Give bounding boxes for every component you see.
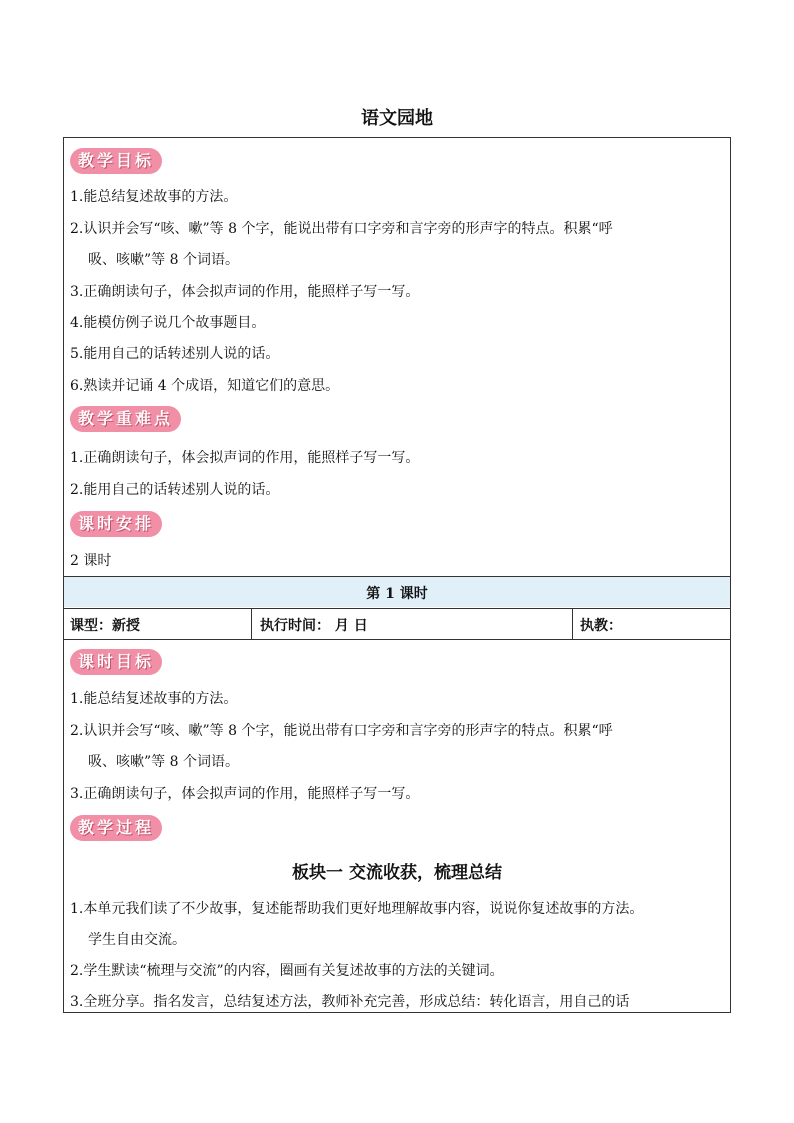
teaching-goals-tag: 教学目标 [70, 148, 162, 174]
goal-item-4: 4.能模仿例子说几个故事题目。 [70, 315, 266, 331]
goal-item-2: 2.认识并会写“咳、嗽”等 8 个字，能说出带有口字旁和言字旁的形声字的特点。积累“呼 [70, 221, 613, 237]
goal-item-6: 6.熟读并记诵 4 个成语，知道它们的意思。 [70, 378, 340, 394]
goal-item-2-cont: 吸、咳嗽”等 8 个词语。 [88, 252, 239, 268]
process-item-2: 2.学生默读“梳理与交流”的内容，圈画有关复述故事的方法的关键词。 [70, 963, 504, 979]
lesson-goal-3: 3.正确朗读句子，体会拟声词的作用，能照样子写一写。 [70, 786, 420, 802]
document-title: 语文园地 [361, 108, 433, 129]
goal-item-3: 3.正确朗读句子，体会拟声词的作用，能照样子写一写。 [70, 284, 420, 300]
lesson-header: 第 1 课时 [366, 586, 428, 602]
divider [251, 608, 252, 639]
key-point-1: 1.正确朗读句子，体会拟声词的作用，能照样子写一写。 [70, 450, 420, 466]
lesson-goal-1: 1.能总结复述故事的方法。 [70, 691, 238, 707]
key-point-2: 2.能用自己的话转述别人说的话。 [70, 482, 280, 498]
divider [572, 608, 573, 639]
teacher-field: 执教： [580, 618, 622, 634]
block-title: 板块一 交流收获，梳理总结 [292, 863, 502, 883]
execution-time: 执行时间： 月 日 [260, 618, 368, 634]
lesson-goal-2: 2.认识并会写“咳、嗽”等 8 个字，能说出带有口字旁和言字旁的形声字的特点。积累“呼 [70, 723, 613, 739]
process-item-1-cont: 学生自由交流。 [88, 932, 186, 948]
teaching-process-tag: 教学过程 [70, 815, 162, 841]
process-item-1: 1.本单元我们读了不少故事，复述能帮助我们更好地理解故事内容，说说你复述故事的方法。 [70, 901, 644, 917]
lesson-type: 课型：新授 [70, 618, 140, 634]
schedule-text: 2 课时 [70, 553, 112, 569]
key-points-tag: 教学重难点 [70, 406, 181, 432]
lesson-plan-table [63, 137, 731, 1013]
goal-item-5: 5.能用自己的话转述别人说的话。 [70, 346, 280, 362]
lesson-goal-2-cont: 吸、咳嗽”等 8 个词语。 [88, 754, 239, 770]
lesson-goals-tag: 课时目标 [70, 649, 162, 675]
process-item-3: 3.全班分享。指名发言，总结复述方法，教师补充完善，形成总结：转化语言，用自己的话 [70, 994, 630, 1010]
divider [64, 608, 730, 609]
goal-item-1: 1.能总结复述故事的方法。 [70, 189, 238, 205]
divider [64, 639, 730, 640]
schedule-tag: 课时安排 [70, 511, 162, 537]
